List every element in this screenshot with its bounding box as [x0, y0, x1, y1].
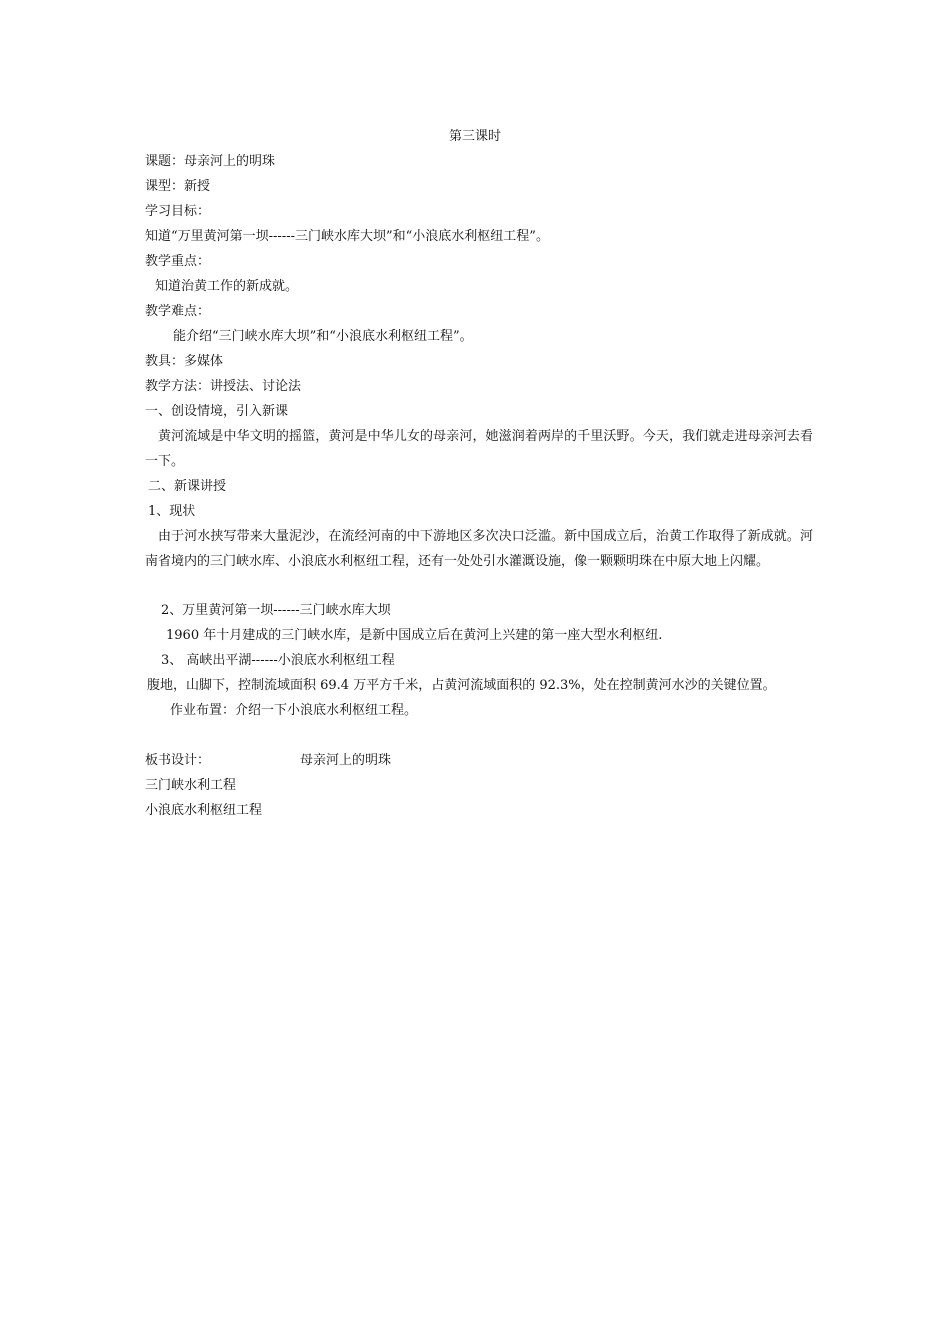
- key-points-heading: 教学重点：: [145, 254, 211, 269]
- sub3-heading: 3、 高峡出平湖------小浪底水利枢纽工程: [161, 653, 395, 668]
- sub2-text: 1960 年十月建成的三门峡水库，是新中国成立后在黄河上兴建的第一座大型水利枢纽.: [166, 628, 663, 643]
- board-item-2: 小浪底水利枢纽工程: [145, 803, 263, 818]
- difficulties-heading: 教学难点：: [145, 304, 211, 319]
- sub1-heading: 1、现状: [148, 504, 196, 519]
- homework-line: 作业布置：介绍一下小浪底水利枢纽工程。: [170, 703, 418, 718]
- board-label: 板书设计：: [145, 753, 211, 768]
- tools-line: 教具：多媒体: [145, 354, 224, 369]
- difficulties-text: 能介绍“三门峡水库大坝”和“小浪底水利枢纽工程”。: [173, 329, 473, 344]
- topic-line: 课题：母亲河上的明珠: [145, 154, 276, 169]
- lesson-type-line: 课型：新授: [145, 179, 211, 194]
- sub2-heading: 2、万里黄河第一坝------三门峡水库大坝: [161, 603, 391, 618]
- board-item-1: 三门峡水利工程: [145, 778, 237, 793]
- sub3-text: 腹地，山脚下，控制流域面积 69.4 万平方千米，占黄河流域面积的 92.3%，处在控制黄河水沙的关键位置。: [147, 678, 776, 693]
- board-title: 母亲河上的明珠: [300, 753, 392, 768]
- lesson-title: 第三课时: [448, 129, 501, 144]
- board-design-line: [145, 751, 815, 771]
- objectives-heading: 学习目标：: [145, 204, 211, 219]
- section2-heading: 二、新课讲授: [148, 479, 227, 494]
- section1-paragraph: 黄河流域是中华文明的摇篮，黄河是中华儿女的母亲河，她滋润着两岸的千里沃野。今天，我们就走进母亲河去看一下。: [145, 429, 813, 469]
- objectives-text: 知道“万里黄河第一坝------三门峡水库大坝”和“小浪底水利枢纽工程”。: [145, 229, 549, 244]
- sub1-paragraph: 由于河水挟写带来大量泥沙，在流经河南的中下游地区多次决口泛滥。新中国成立后，治黄工作取得了新成就。河南省境内的三门峡水库、小浪底水利枢纽工程，还有一处处引水灌溉设施，像一颗颗明珠在中原大地上闪耀。: [145, 529, 813, 569]
- key-points-text: 知道治黄工作的新成就。: [155, 279, 299, 294]
- methods-line: 教学方法：讲授法、讨论法: [145, 379, 302, 394]
- section1-heading: 一、创设情境，引入新课: [145, 404, 289, 419]
